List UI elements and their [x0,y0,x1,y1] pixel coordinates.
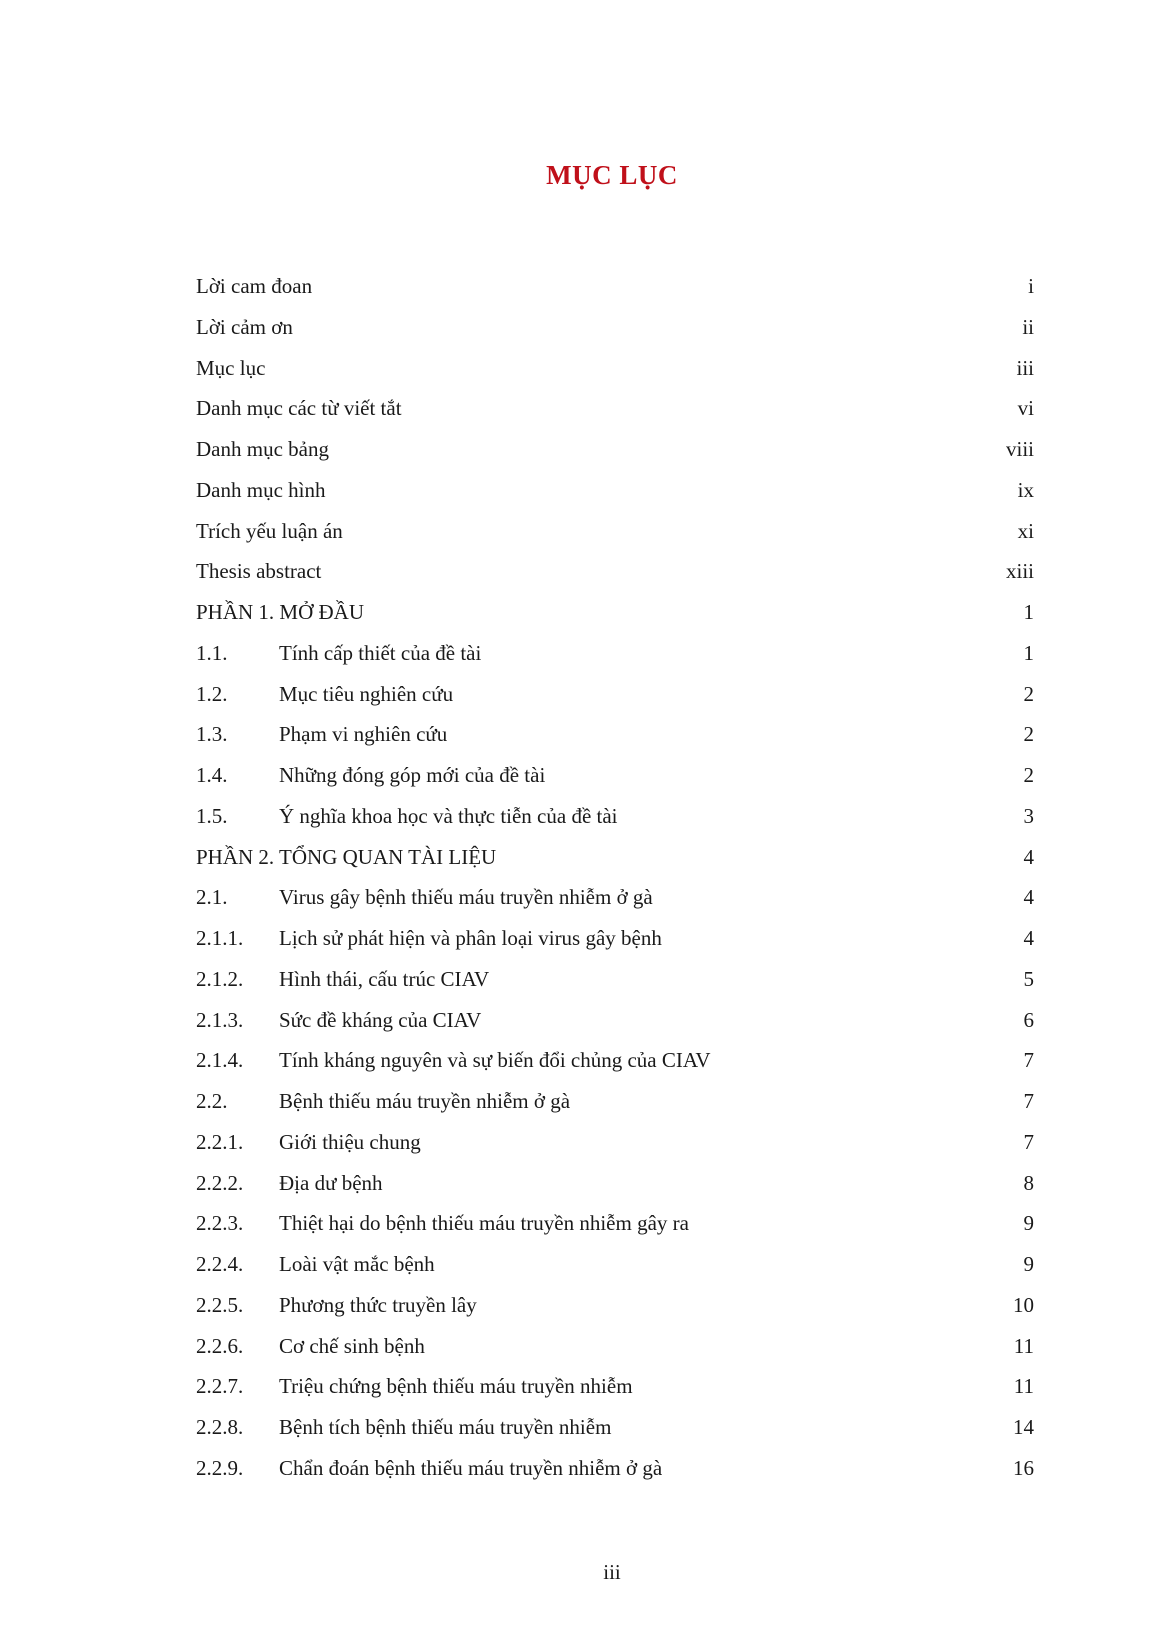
toc-entry[interactable] [196,1081,1034,1122]
toc-entry[interactable] [196,511,1034,552]
toc-entry-page: 6 [1023,1007,1034,1032]
toc-entry[interactable] [196,714,1034,755]
toc-entry-label: Thiệt hại do bệnh thiếu máu truyền nhiễm gây ra [279,1211,689,1236]
toc-entry-number: 2.1.4. [196,1048,244,1073]
toc-entry[interactable] [196,1326,1034,1367]
toc-entry-number: 2.2.7. [196,1374,244,1399]
toc-entry[interactable] [196,837,1034,878]
toc-entry-page: 4 [1023,844,1034,869]
toc-entry-label: Virus gây bệnh thiếu máu truyền nhiễm ở gà [279,885,653,910]
toc-entry-page: iii [1016,355,1034,380]
toc-entry-label: Lời cảm ơn [196,314,293,339]
toc-entry-number: 2.2.2. [196,1170,244,1195]
toc-entry-page: 2 [1023,681,1034,706]
toc-entry-page: 5 [1023,966,1034,991]
toc-entry[interactable] [196,1407,1034,1448]
page-title: MỤC LỤC [546,160,678,190]
toc-entry[interactable] [196,348,1034,389]
toc-entry[interactable] [196,1000,1034,1041]
toc-entry-label: Danh mục hình [196,477,326,502]
toc-entry-label: Bệnh tích bệnh thiếu máu truyền nhiễm [279,1415,612,1439]
toc-entry[interactable] [196,755,1034,796]
toc-entry-number: 2.2.4. [196,1252,244,1276]
toc-entry-label: Giới thiệu chung [279,1129,421,1154]
toc-entry-number: 1.5. [196,803,228,828]
toc-entry-number: 2.1.3. [196,1007,244,1032]
toc-entry-page: 10 [1013,1292,1034,1317]
toc-entry-label: Tính kháng nguyên và sự biến đổi chủng của CIAV [279,1048,711,1073]
toc-entry[interactable] [196,796,1034,837]
toc-entry-page: 4 [1023,885,1034,910]
toc-entry-page: 11 [1013,1374,1034,1399]
toc-entry-page: 14 [1013,1415,1034,1439]
toc-entry-label: Ý nghĩa khoa học và thực tiễn của đề tài [279,803,618,828]
toc-entry-label: Trích yếu luận án [196,518,343,543]
toc-entry-label: Lịch sử phát hiện và phân loại virus gây bệnh [279,926,662,950]
toc-entry-label: Tính cấp thiết của đề tài [279,640,482,665]
toc-entry-page: 7 [1023,1048,1034,1073]
toc-entry-label: Mục tiêu nghiên cứu [279,681,454,706]
toc-entry-number: 2.2.8. [196,1415,244,1439]
toc-entry-label: Lời cam đoan [196,274,313,298]
toc-entry-page: 7 [1023,1129,1034,1154]
toc-entry-label: Sức đề kháng của CIAV [279,1007,482,1032]
toc-entry-label: Cơ chế sinh bệnh [279,1333,425,1358]
toc-entry-number: 1.4. [196,763,228,787]
toc-entry-label: Hình thái, cấu trúc CIAV [279,966,490,991]
toc-entry-label: Những đóng góp mới của đề tài [279,763,546,787]
toc-entry-label: Phương thức truyền lây [279,1292,477,1317]
toc-entry-number: 2.1.2. [196,966,244,991]
toc-entry-number: 2.1.1. [196,926,244,950]
toc-entry-page: 16 [1013,1455,1034,1480]
toc-entry-page: vi [1017,396,1034,421]
toc-entry-label: PHẦN 2. TỔNG QUAN TÀI LIỆU [196,844,497,869]
toc-entry[interactable] [196,429,1034,470]
toc-entry-page: 1 [1023,600,1034,624]
toc-entry-page: 3 [1023,803,1034,828]
toc-entry[interactable] [196,1448,1034,1489]
toc-entry[interactable] [196,918,1034,959]
toc-entry-page: 7 [1023,1089,1034,1113]
toc-entry-number: 2.2.6. [196,1333,244,1358]
toc-entry[interactable] [196,1285,1034,1326]
toc-entry-page: viii [1005,437,1034,461]
toc-entry-page: 4 [1023,926,1034,950]
toc-entry-page: 2 [1023,763,1034,787]
toc-entry[interactable] [196,266,1034,307]
toc-entry-number: 2.2.3. [196,1211,244,1236]
toc-entry-number: 2.2.9. [196,1455,244,1480]
toc-entry-number: 1.3. [196,722,228,747]
toc-entry-number: 2.1. [196,885,228,910]
toc-entry[interactable] [196,592,1034,633]
toc-entry-label: Triệu chứng bệnh thiếu máu truyền nhiễm [279,1374,633,1399]
toc-entry-page: ix [1017,477,1034,502]
table-of-contents [196,266,1034,1489]
toc-entry[interactable] [196,470,1034,511]
toc-entry-label: Danh mục bảng [196,437,329,461]
toc-entry-label: PHẦN 1. MỞ ĐẦU [196,600,365,624]
toc-entry[interactable] [196,1366,1034,1407]
toc-entry[interactable] [196,1203,1034,1244]
toc-entry-label: Danh mục các từ viết tắt [196,396,402,421]
toc-entry-number: 2.2.1. [196,1129,244,1154]
toc-entry[interactable] [196,388,1034,429]
toc-entry-label: Mục lục [196,355,266,380]
toc-entry[interactable] [196,1122,1034,1163]
toc-entry-number: 1.1. [196,640,228,665]
toc-entry-label: Phạm vi nghiên cứu [279,722,448,747]
toc-entry[interactable] [196,674,1034,715]
toc-entry-page: 1 [1023,640,1034,665]
toc-entry-label: Loài vật mắc bệnh [279,1252,435,1276]
toc-entry-page: 9 [1023,1252,1034,1276]
toc-entry-page: 8 [1023,1170,1034,1195]
toc-entry-page: xi [1017,518,1034,543]
toc-entry[interactable] [196,1244,1034,1285]
toc-entry-page: ii [1022,314,1034,339]
toc-entry[interactable] [196,959,1034,1000]
toc-entry-number: 2.2. [196,1089,228,1113]
toc-entry[interactable] [196,1040,1034,1081]
toc-entry-label: Chẩn đoán bệnh thiếu máu truyền nhiễm ở gà [279,1455,663,1480]
toc-entry[interactable] [196,307,1034,348]
toc-entry-page: 2 [1023,722,1034,747]
toc-entry-page: i [1028,274,1034,298]
toc-entry[interactable] [196,877,1034,918]
toc-entry-page: xiii [1005,559,1034,584]
toc-entry-number: 1.2. [196,681,228,706]
toc-entry-page: 11 [1013,1333,1034,1358]
toc-entry-label: Bệnh thiếu máu truyền nhiễm ở gà [279,1089,571,1113]
toc-entry[interactable] [196,551,1034,592]
toc-entry[interactable] [196,1163,1034,1204]
toc-entry-page: 9 [1023,1211,1034,1236]
toc-entry-label: Thesis abstract [196,559,322,584]
page-footer-number: iii [603,1560,621,1584]
toc-entry[interactable] [196,633,1034,674]
toc-entry-number: 2.2.5. [196,1292,244,1317]
toc-entry-label: Địa dư bệnh [279,1170,383,1195]
